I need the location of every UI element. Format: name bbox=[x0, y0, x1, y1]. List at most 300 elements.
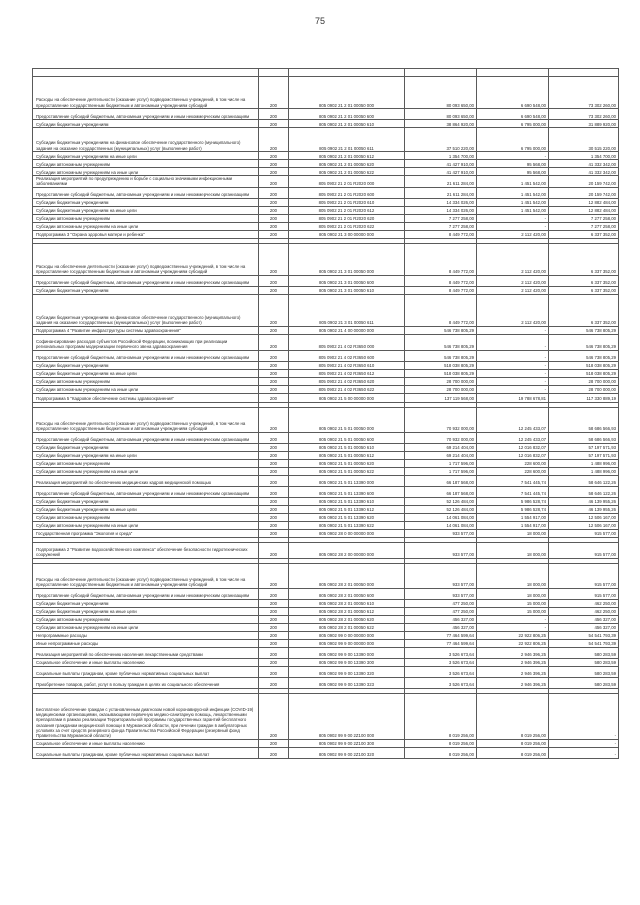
row-code-cell: 200 bbox=[259, 599, 289, 607]
table-row bbox=[33, 152, 619, 160]
executed-amount-cell: 1 451 542,00 bbox=[477, 198, 549, 206]
approved-amount-cell: 8 449 772,00 bbox=[405, 275, 477, 286]
approved-amount-cell: 456 327,00 bbox=[405, 615, 477, 623]
unexecuted-amount-cell: 6 337 352,00 bbox=[549, 286, 619, 294]
unexecuted-amount-cell: 57 197 571,93 bbox=[549, 443, 619, 451]
row-kbk-cell: 805 0902 99 9 00 2Z100 000 bbox=[289, 693, 405, 739]
unexecuted-amount-cell: 915 577,00 bbox=[549, 529, 619, 537]
row-code-cell: 200 bbox=[259, 243, 289, 275]
unexecuted-amount-cell: 41 332 342,00 bbox=[549, 160, 619, 168]
executed-amount-cell: 228 600,00 bbox=[477, 467, 549, 475]
table-row bbox=[33, 369, 619, 377]
row-code-cell: 200 bbox=[259, 377, 289, 385]
row-name-cell: Субсидии автономным учреждениям на иные цели bbox=[33, 168, 259, 176]
row-name-cell: Предоставление субсидий бюджетным, автономным учреждениям и иным некоммерческим организациям bbox=[33, 275, 259, 286]
unexecuted-amount-cell: 580 283,59 bbox=[549, 647, 619, 658]
executed-amount-cell: 18 000,00 bbox=[477, 542, 549, 558]
executed-amount-cell: 22 922 806,25 bbox=[477, 639, 549, 647]
approved-amount-cell: 38 864 920,00 bbox=[405, 120, 477, 128]
table-row bbox=[33, 747, 619, 758]
row-name-cell: Подпрограмма 3 "Охрана здоровья матери и ребенка" bbox=[33, 230, 259, 238]
approved-amount-cell: 477 250,00 bbox=[405, 599, 477, 607]
executed-amount-cell: 6 795 000,00 bbox=[477, 128, 549, 152]
executed-amount-cell: 8 019 256,00 bbox=[477, 739, 549, 747]
row-name-cell: Субсидии автономным учреждениям bbox=[33, 513, 259, 521]
executed-amount-cell: - bbox=[477, 615, 549, 623]
executed-amount-cell: 1 554 917,00 bbox=[477, 513, 549, 521]
row-code-cell: 200 bbox=[259, 198, 289, 206]
approved-amount-cell: 52 126 484,00 bbox=[405, 505, 477, 513]
unexecuted-amount-cell: 546 738 805,29 bbox=[549, 350, 619, 361]
executed-amount-cell: 95 568,00 bbox=[477, 160, 549, 168]
row-code-cell: 200 bbox=[259, 275, 289, 286]
table-row bbox=[33, 230, 619, 238]
unexecuted-amount-cell: 915 577,00 bbox=[549, 588, 619, 599]
budget-table-sheet bbox=[32, 68, 618, 759]
row-code-cell: 200 bbox=[259, 529, 289, 537]
approved-amount-cell: 41 427 910,00 bbox=[405, 168, 477, 176]
row-name-cell: Подпрограмма 5 "Кадровое обеспечение системы здравоохранения" bbox=[33, 393, 259, 402]
row-code-cell: 200 bbox=[259, 467, 289, 475]
approved-amount-cell: 66 187 568,00 bbox=[405, 475, 477, 486]
executed-amount-cell: 5 986 528,74 bbox=[477, 497, 549, 505]
row-code-cell: 200 bbox=[259, 747, 289, 758]
executed-amount-cell: 2 112 420,00 bbox=[477, 243, 549, 275]
row-kbk-cell: 805 0902 21 3 01 00050 600 bbox=[289, 275, 405, 286]
row-name-cell: Приобретение товаров, работ, услуг в пользу граждан в целях их социального обеспечения bbox=[33, 677, 259, 688]
row-kbk-cell: 805 0902 21 4 02 R3650 610 bbox=[289, 361, 405, 369]
table-row bbox=[33, 563, 619, 588]
unexecuted-amount-cell bbox=[549, 69, 619, 77]
unexecuted-amount-cell: 12 882 484,00 bbox=[549, 198, 619, 206]
executed-amount-cell: - bbox=[477, 350, 549, 361]
approved-amount-cell: 137 119 568,00 bbox=[405, 393, 477, 402]
executed-amount-cell: 6 690 548,00 bbox=[477, 77, 549, 109]
approved-amount-cell: 69 214 404,00 bbox=[405, 451, 477, 459]
row-code-cell: 200 bbox=[259, 187, 289, 198]
unexecuted-amount-cell: 58 686 566,93 bbox=[549, 432, 619, 443]
row-name-cell: Расходы на обеспечение деятельности (оказание услуг) подведомственных учреждений, в том числе на предоставление государственным бюджетным и автономным учреждениям субсидий bbox=[33, 243, 259, 275]
executed-amount-cell: 2 946 396,25 bbox=[477, 658, 549, 666]
row-kbk-cell: 805 0902 21 5 01 00050 620 bbox=[289, 459, 405, 467]
row-kbk-cell: 805 0902 21 3 01 00050 000 bbox=[289, 243, 405, 275]
executed-amount-cell: 2 112 420,00 bbox=[477, 275, 549, 286]
approved-amount-cell: 456 327,00 bbox=[405, 623, 477, 631]
table-row bbox=[33, 529, 619, 537]
row-kbk-cell: 805 0902 21 2 01 R2020 000 bbox=[289, 176, 405, 188]
executed-amount-cell: 2 112 420,00 bbox=[477, 286, 549, 294]
row-name-cell: Субсидии бюджетным учреждениям bbox=[33, 361, 259, 369]
unexecuted-amount-cell: 41 332 342,00 bbox=[549, 168, 619, 176]
unexecuted-amount-cell: 456 327,00 bbox=[549, 623, 619, 631]
approved-amount-cell: 14 334 026,00 bbox=[405, 198, 477, 206]
row-name-cell: Подпрограмма 2 "Развитие водохозяйственного комплекса" обеспечение безопасности гидротехнических сооружений bbox=[33, 542, 259, 558]
executed-amount-cell: - bbox=[477, 326, 549, 334]
row-name-cell: Социальное обеспечение и иные выплаты населению bbox=[33, 739, 259, 747]
approved-amount-cell: 14 334 026,00 bbox=[405, 206, 477, 214]
table-row bbox=[33, 385, 619, 393]
row-kbk-cell: 805 0902 28 2 01 00050 610 bbox=[289, 599, 405, 607]
row-code-cell: 200 bbox=[259, 513, 289, 521]
row-name-cell: Субсидии бюджетным учреждениям bbox=[33, 599, 259, 607]
unexecuted-amount-cell: 12 506 167,00 bbox=[549, 513, 619, 521]
executed-amount-cell: 8 019 256,00 bbox=[477, 747, 549, 758]
executed-amount-cell bbox=[477, 69, 549, 77]
approved-amount-cell: 21 611 284,00 bbox=[405, 176, 477, 188]
approved-amount-cell: 933 577,00 bbox=[405, 588, 477, 599]
unexecuted-amount-cell: 580 283,59 bbox=[549, 666, 619, 677]
row-code-cell: 200 bbox=[259, 588, 289, 599]
row-name-cell: Софинансирование расходов субъектов Российской Федерации, возникающих при реализации региональных программ модернизации первичного звена здравоохранения bbox=[33, 334, 259, 350]
row-kbk-cell: 805 0902 21 5 01 00050 612 bbox=[289, 451, 405, 459]
table-row bbox=[33, 497, 619, 505]
executed-amount-cell: - bbox=[477, 334, 549, 350]
row-kbk-cell: 805 0902 21 5 01 13390 600 bbox=[289, 486, 405, 497]
unexecuted-amount-cell: 1 488 996,00 bbox=[549, 459, 619, 467]
row-name-cell: Предоставление субсидий бюджетным, автономным учреждениям и иным некоммерческим организациям bbox=[33, 486, 259, 497]
approved-amount-cell: 69 214 404,00 bbox=[405, 443, 477, 451]
table-row bbox=[33, 393, 619, 402]
approved-amount-cell: 3 526 673,64 bbox=[405, 647, 477, 658]
row-kbk-cell: 805 0902 28 2 01 00050 612 bbox=[289, 607, 405, 615]
row-name-cell: Субсидии бюджетным учреждениям bbox=[33, 286, 259, 294]
row-kbk-cell: 805 0902 21 2 01 00050 000 bbox=[289, 77, 405, 109]
row-name-cell: Субсидии бюджетным учреждениям на иные цели bbox=[33, 152, 259, 160]
unexecuted-amount-cell: - bbox=[549, 739, 619, 747]
row-code-cell: 200 bbox=[259, 486, 289, 497]
row-code-cell: 200 bbox=[259, 128, 289, 152]
row-name-cell: Государственная программа "Экология и среда" bbox=[33, 529, 259, 537]
row-name-cell: Субсидии бюджетным учреждениям bbox=[33, 497, 259, 505]
table-row bbox=[33, 407, 619, 432]
executed-amount-cell: 1 554 917,00 bbox=[477, 521, 549, 529]
table-row bbox=[33, 739, 619, 747]
row-name-cell: Субсидии автономным учреждениям bbox=[33, 377, 259, 385]
executed-amount-cell: 1 451 542,00 bbox=[477, 187, 549, 198]
row-kbk-cell: 805 0902 99 9 00 00000 000 bbox=[289, 639, 405, 647]
row-name-cell: Реализация мероприятий по предупреждению и борьбе с социально значимыми инфекционными заболеваниями bbox=[33, 176, 259, 188]
unexecuted-amount-cell: 58 646 122,26 bbox=[549, 486, 619, 497]
executed-amount-cell: - bbox=[477, 623, 549, 631]
approved-amount-cell: 933 577,00 bbox=[405, 542, 477, 558]
unexecuted-amount-cell: 7 277 258,00 bbox=[549, 214, 619, 222]
row-kbk-cell: 805 0902 21 2 01 R2020 600 bbox=[289, 187, 405, 198]
row-kbk-cell: 805 0902 21 4 02 R3650 000 bbox=[289, 334, 405, 350]
unexecuted-amount-cell: - bbox=[549, 747, 619, 758]
row-name-cell: Предоставление субсидий бюджетным, автономным учреждениям и иным некоммерческим организациям bbox=[33, 432, 259, 443]
row-code-cell: 200 bbox=[259, 206, 289, 214]
approved-amount-cell: 37 510 220,00 bbox=[405, 128, 477, 152]
unexecuted-amount-cell: 20 159 742,00 bbox=[549, 176, 619, 188]
unexecuted-amount-cell: 546 738 805,29 bbox=[549, 326, 619, 334]
row-kbk-cell: 805 0902 21 5 01 00050 610 bbox=[289, 443, 405, 451]
table-row bbox=[33, 521, 619, 529]
executed-amount-cell: 18 000,00 bbox=[477, 588, 549, 599]
row-code-cell: 200 bbox=[259, 214, 289, 222]
executed-amount-cell: - bbox=[477, 222, 549, 230]
approved-amount-cell: 14 061 084,00 bbox=[405, 513, 477, 521]
row-name-cell: Субсидии бюджетным учреждениям bbox=[33, 443, 259, 451]
table-row bbox=[33, 475, 619, 486]
unexecuted-amount-cell: 456 327,00 bbox=[549, 615, 619, 623]
row-kbk-cell: 805 0902 28 2 01 00050 000 bbox=[289, 563, 405, 588]
table-row bbox=[33, 588, 619, 599]
executed-amount-cell: 6 795 000,00 bbox=[477, 120, 549, 128]
approved-amount-cell: 52 126 484,00 bbox=[405, 497, 477, 505]
table-row bbox=[33, 69, 619, 77]
executed-amount-cell: 12 245 433,07 bbox=[477, 407, 549, 432]
executed-amount-cell: 12 016 832,07 bbox=[477, 443, 549, 451]
approved-amount-cell: 70 932 000,00 bbox=[405, 432, 477, 443]
table-row bbox=[33, 187, 619, 198]
executed-amount-cell: 2 946 396,25 bbox=[477, 647, 549, 658]
row-kbk-cell: 805 0902 21 2 01 R2020 610 bbox=[289, 198, 405, 206]
row-kbk-cell: 805 0902 21 2 01 00050 610 bbox=[289, 120, 405, 128]
row-name-cell: Субсидии автономным учреждениям bbox=[33, 459, 259, 467]
row-kbk-cell bbox=[289, 69, 405, 77]
executed-amount-cell: 15 000,00 bbox=[477, 599, 549, 607]
table-row bbox=[33, 243, 619, 275]
approved-amount-cell: 518 038 805,29 bbox=[405, 369, 477, 377]
table-row bbox=[33, 168, 619, 176]
row-name-cell: Субсидии бюджетным учреждениям bbox=[33, 198, 259, 206]
table-row bbox=[33, 486, 619, 497]
unexecuted-amount-cell: 6 337 352,00 bbox=[549, 230, 619, 238]
row-kbk-cell: 805 0902 99 9 00 13390 000 bbox=[289, 647, 405, 658]
row-name-cell: Непрограммные расходы bbox=[33, 631, 259, 639]
row-name-cell: Субсидии бюджетным учреждениям на иные цели bbox=[33, 607, 259, 615]
approved-amount-cell: 28 700 000,00 bbox=[405, 385, 477, 393]
row-code-cell: 200 bbox=[259, 459, 289, 467]
row-code-cell: 200 bbox=[259, 334, 289, 350]
row-kbk-cell: 805 0902 21 2 01 00050 612 bbox=[289, 152, 405, 160]
row-name-cell: Субсидии бюджетным учреждениям на иные цели bbox=[33, 206, 259, 214]
row-name-cell: Реализация мероприятий по обеспечению медицинских кадров медицинской помощью bbox=[33, 475, 259, 486]
executed-amount-cell: 7 541 445,74 bbox=[477, 475, 549, 486]
row-name-cell: Субсидии бюджетным учреждениям bbox=[33, 120, 259, 128]
table-body bbox=[33, 69, 619, 759]
unexecuted-amount-cell: 580 283,59 bbox=[549, 677, 619, 688]
approved-amount-cell: 477 250,00 bbox=[405, 607, 477, 615]
row-kbk-cell: 805 0902 21 2 01 00050 611 bbox=[289, 128, 405, 152]
approved-amount-cell: 546 738 805,29 bbox=[405, 350, 477, 361]
row-kbk-cell: 805 0902 99 9 00 2Z100 300 bbox=[289, 739, 405, 747]
executed-amount-cell: - bbox=[477, 385, 549, 393]
row-kbk-cell: 805 0902 21 2 01 R2020 620 bbox=[289, 214, 405, 222]
executed-amount-cell: 2 112 420,00 bbox=[477, 230, 549, 238]
table-row bbox=[33, 443, 619, 451]
row-kbk-cell: 805 0902 21 3 01 00050 610 bbox=[289, 286, 405, 294]
unexecuted-amount-cell: 117 330 889,19 bbox=[549, 393, 619, 402]
approved-amount-cell: 21 611 284,00 bbox=[405, 187, 477, 198]
unexecuted-amount-cell: 12 506 167,00 bbox=[549, 521, 619, 529]
row-code-cell: 200 bbox=[259, 176, 289, 188]
table-row bbox=[33, 77, 619, 109]
approved-amount-cell: 933 577,00 bbox=[405, 563, 477, 588]
table-row bbox=[33, 160, 619, 168]
budget-execution-table bbox=[32, 68, 619, 759]
executed-amount-cell: 6 690 548,00 bbox=[477, 109, 549, 120]
row-name-cell: Субсидии автономным учреждениям bbox=[33, 214, 259, 222]
approved-amount-cell: 8 019 256,00 bbox=[405, 693, 477, 739]
unexecuted-amount-cell: 546 738 805,29 bbox=[549, 334, 619, 350]
unexecuted-amount-cell: 46 139 955,26 bbox=[549, 497, 619, 505]
row-kbk-cell: 805 0902 21 5 01 13390 000 bbox=[289, 475, 405, 486]
row-code-cell: 200 bbox=[259, 109, 289, 120]
row-kbk-cell: 805 0902 21 4 02 R3650 600 bbox=[289, 350, 405, 361]
table-row bbox=[33, 109, 619, 120]
executed-amount-cell: 8 019 256,00 bbox=[477, 693, 549, 739]
table-row bbox=[33, 639, 619, 647]
table-row bbox=[33, 542, 619, 558]
approved-amount-cell: 7 277 258,00 bbox=[405, 214, 477, 222]
approved-amount-cell: 8 449 772,00 bbox=[405, 286, 477, 294]
row-code-cell: 200 bbox=[259, 326, 289, 334]
table-row bbox=[33, 647, 619, 658]
executed-amount-cell: - bbox=[477, 361, 549, 369]
row-kbk-cell: 805 0902 21 2 01 R2020 612 bbox=[289, 206, 405, 214]
unexecuted-amount-cell: 915 577,00 bbox=[549, 542, 619, 558]
unexecuted-amount-cell: 518 038 805,29 bbox=[549, 369, 619, 377]
row-code-cell: 200 bbox=[259, 666, 289, 677]
row-kbk-cell: 805 0902 21 5 01 00050 600 bbox=[289, 432, 405, 443]
table-row bbox=[33, 326, 619, 334]
row-code-cell: 200 bbox=[259, 286, 289, 294]
unexecuted-amount-cell: 7 277 258,00 bbox=[549, 222, 619, 230]
unexecuted-amount-cell: 12 882 484,00 bbox=[549, 206, 619, 214]
row-kbk-cell: 805 0902 99 9 00 13390 300 bbox=[289, 658, 405, 666]
row-kbk-cell: 805 0902 21 5 00 00000 000 bbox=[289, 393, 405, 402]
row-name-cell: Реализация мероприятий по обеспечению населения лекарственными средствами bbox=[33, 647, 259, 658]
row-kbk-cell: 805 0902 21 5 01 00050 000 bbox=[289, 407, 405, 432]
approved-amount-cell: 8 019 256,00 bbox=[405, 739, 477, 747]
row-name-cell: Субсидии автономным учреждениям на иные цели bbox=[33, 222, 259, 230]
row-kbk-cell: 805 0902 21 4 00 00000 000 bbox=[289, 326, 405, 334]
table-row bbox=[33, 286, 619, 294]
row-code-cell: 200 bbox=[259, 120, 289, 128]
row-name-cell: Субсидии автономным учреждениям на иные цели bbox=[33, 623, 259, 631]
row-code-cell: 200 bbox=[259, 475, 289, 486]
table-row bbox=[33, 623, 619, 631]
row-name-cell: Субсидии автономным учреждениям на иные цели bbox=[33, 521, 259, 529]
table-row bbox=[33, 206, 619, 214]
table-row bbox=[33, 361, 619, 369]
row-name-cell: Субсидии бюджетным учреждениям на иные цели bbox=[33, 505, 259, 513]
row-code-cell: 200 bbox=[259, 152, 289, 160]
table-row bbox=[33, 666, 619, 677]
row-name-cell: Субсидии бюджетным учреждениям на финансовое обеспечение государственного (муниципального) задания на оказание государственных (муниципальных) услуг (выполнение работ) bbox=[33, 294, 259, 326]
executed-amount-cell: 7 541 445,74 bbox=[477, 486, 549, 497]
table-row bbox=[33, 128, 619, 152]
row-name-cell: Расходы на обеспечение деятельности (оказание услуг) подведомственных учреждений, в том числе на предоставление государственным бюджетным и автономным учреждениям субсидий bbox=[33, 563, 259, 588]
executed-amount-cell: 22 922 806,25 bbox=[477, 631, 549, 639]
unexecuted-amount-cell: 6 337 352,00 bbox=[549, 275, 619, 286]
table-row bbox=[33, 294, 619, 326]
row-name-cell: Предоставление субсидий бюджетным, автономным учреждениям и иным некоммерческим организациям bbox=[33, 109, 259, 120]
row-code-cell: 200 bbox=[259, 607, 289, 615]
row-kbk-cell: 805 0902 21 5 01 00050 622 bbox=[289, 467, 405, 475]
table-row bbox=[33, 275, 619, 286]
row-code-cell: 200 bbox=[259, 350, 289, 361]
row-name-cell: Подпрограмма 4 "Развитие инфраструктуры системы здравоохранения" bbox=[33, 326, 259, 334]
table-row bbox=[33, 377, 619, 385]
unexecuted-amount-cell: 58 646 122,26 bbox=[549, 475, 619, 486]
row-name-cell: Предоставление субсидий бюджетным, автономным учреждениям и иным некоммерческим организациям bbox=[33, 187, 259, 198]
row-kbk-cell: 805 0902 21 4 02 R3650 620 bbox=[289, 377, 405, 385]
row-name-cell: Предоставление субсидий бюджетным, автономным учреждениям и иным некоммерческим организациям bbox=[33, 588, 259, 599]
unexecuted-amount-cell: 6 337 352,00 bbox=[549, 243, 619, 275]
row-kbk-cell: 805 0902 21 2 01 00050 622 bbox=[289, 168, 405, 176]
row-code-cell: 200 bbox=[259, 407, 289, 432]
row-code-cell: 200 bbox=[259, 369, 289, 377]
approved-amount-cell: 546 738 805,29 bbox=[405, 326, 477, 334]
row-code-cell: 200 bbox=[259, 542, 289, 558]
row-code-cell: 200 bbox=[259, 639, 289, 647]
row-code-cell: 200 bbox=[259, 443, 289, 451]
unexecuted-amount-cell: 915 577,00 bbox=[549, 563, 619, 588]
approved-amount-cell: 1 717 596,00 bbox=[405, 467, 477, 475]
row-name-cell: Субсидии автономным учреждениям bbox=[33, 615, 259, 623]
row-code-cell: 200 bbox=[259, 631, 289, 639]
row-name-cell: Субсидии бюджетным учреждениям на финансовое обеспечение государственного (муниципального) задания на оказание государственных (муниципальных) услуг (выполнение работ) bbox=[33, 128, 259, 152]
approved-amount-cell: 546 738 805,29 bbox=[405, 334, 477, 350]
table-row bbox=[33, 214, 619, 222]
row-code-cell: 200 bbox=[259, 294, 289, 326]
executed-amount-cell: 1 451 542,00 bbox=[477, 206, 549, 214]
page-number: 75 bbox=[314, 16, 325, 26]
approved-amount-cell: 80 093 650,00 bbox=[405, 77, 477, 109]
row-kbk-cell: 805 0902 21 5 01 13390 610 bbox=[289, 497, 405, 505]
row-code-cell: 200 bbox=[259, 677, 289, 688]
row-code-cell: 200 bbox=[259, 615, 289, 623]
approved-amount-cell: 933 577,00 bbox=[405, 529, 477, 537]
row-kbk-cell: 805 0902 21 2 01 00050 600 bbox=[289, 109, 405, 120]
table-row bbox=[33, 599, 619, 607]
row-name-cell: Предоставление субсидий бюджетным, автономным учреждениям и иным некоммерческим организациям bbox=[33, 350, 259, 361]
row-name-cell: Расходы на обеспечение деятельности (оказание услуг) подведомственных учреждений, в том числе на предоставление государственным бюджетным и автономным учреждениям субсидий bbox=[33, 77, 259, 109]
row-name-cell: Субсидии бюджетным учреждениям на иные цели bbox=[33, 451, 259, 459]
approved-amount-cell: 8 449 772,00 bbox=[405, 230, 477, 238]
executed-amount-cell: 1 451 542,00 bbox=[477, 176, 549, 188]
unexecuted-amount-cell: 28 700 000,00 bbox=[549, 385, 619, 393]
table-row bbox=[33, 350, 619, 361]
unexecuted-amount-cell: 28 700 000,00 bbox=[549, 377, 619, 385]
executed-amount-cell: 15 000,00 bbox=[477, 607, 549, 615]
row-kbk-cell: 805 0902 28 2 01 00050 620 bbox=[289, 615, 405, 623]
row-kbk-cell: 805 0902 28 0 00 00000 000 bbox=[289, 529, 405, 537]
table-row bbox=[33, 631, 619, 639]
table-row bbox=[33, 693, 619, 739]
unexecuted-amount-cell: 46 139 955,26 bbox=[549, 505, 619, 513]
approved-amount-cell: 41 427 910,00 bbox=[405, 160, 477, 168]
row-kbk-cell: 805 0902 28 2 00 00000 000 bbox=[289, 542, 405, 558]
table-row bbox=[33, 432, 619, 443]
executed-amount-cell: - bbox=[477, 152, 549, 160]
executed-amount-cell: 2 946 396,25 bbox=[477, 677, 549, 688]
row-kbk-cell: 805 0902 99 0 00 00000 000 bbox=[289, 631, 405, 639]
row-kbk-cell: 805 0902 21 4 02 R3650 612 bbox=[289, 369, 405, 377]
executed-amount-cell: 18 000,00 bbox=[477, 529, 549, 537]
row-name-cell: Социальные выплаты гражданам, кроме публичных нормативных социальных выплат bbox=[33, 666, 259, 677]
table-row bbox=[33, 505, 619, 513]
executed-amount-cell: 18 000,00 bbox=[477, 563, 549, 588]
executed-amount-cell: 2 946 396,25 bbox=[477, 666, 549, 677]
unexecuted-amount-cell: 54 541 793,39 bbox=[549, 631, 619, 639]
table-row bbox=[33, 615, 619, 623]
row-name-cell: Социальные выплаты гражданам, кроме публичных нормативных социальных выплат bbox=[33, 747, 259, 758]
unexecuted-amount-cell: 1 354 700,00 bbox=[549, 152, 619, 160]
table-row bbox=[33, 222, 619, 230]
